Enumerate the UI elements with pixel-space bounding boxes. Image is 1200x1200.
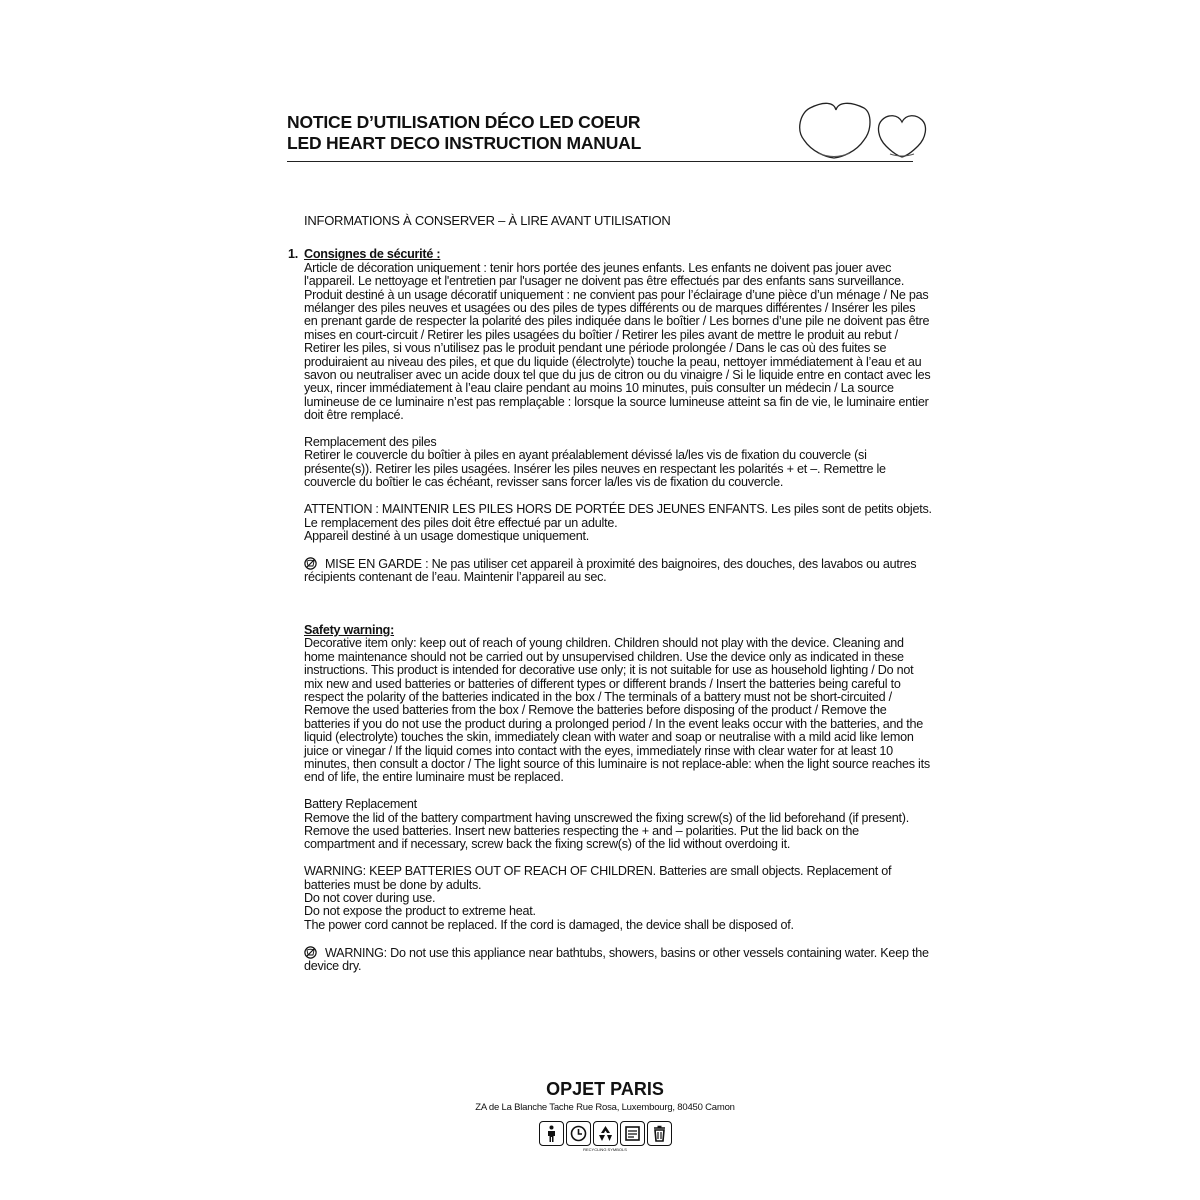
title-french: NOTICE D’UTILISATION DÉCO LED COEUR <box>287 112 641 132</box>
paragraph-battery-en: Remove the lid of the battery compartment having unscrewed the fixing screw(s) of the lid beforehand (if present). Remove the used batteries. Insert new batteries respecting the + and – polarities. Put the lid back on the compartment and if necessary, screw back the fixing screw(s) of the lid without overdoing it. <box>304 810 910 852</box>
paragraph-cover-en: Do not cover during use. <box>304 891 436 905</box>
heart-shape-icon <box>798 100 930 162</box>
document-title <box>287 112 641 154</box>
paragraph-water-warning-fr: MISE EN GARDE : Ne pas utiliser cet appareil à proximité des baignoires, des douches, des lavabos ou autres récipients contenant de l’eau. Maintenir l’appareil au sec. <box>304 556 917 585</box>
bin-icon <box>647 1121 672 1146</box>
recycling-logos <box>440 1121 770 1146</box>
paragraph-safety-fr: Article de décoration uniquement : tenir hors portée des jeunes enfants. Les enfants ne doivent pas jouer avec l'appareil. Le nettoyage et l'entretien par l'usager ne doivent pas être effectués par des enfants sans surveillance. Produit destiné à un usage décoratif uniquement : ne convient pas pour l’éclairage d’une pièce d’un ménage / Ne pas mélanger des piles neuves et usagées ou des piles de types différents ou de marques différentes / Insérer les piles en prenant garde de respecter la polarité des piles indiquée dans le boîtier / Les bornes d’une pile ne doivent pas être mises en court-circuit / Retirer les piles usagées du boîtier / Retirer les piles avant de mettre le produit au rebut / Retirer les piles, si vous n’utilisez pas le produit pendant une période prolongée / Dans le cas où des fuites se produiraient au niveau des piles, et que du liquide (électrolyte) touche la peau, nettoyer immédiatement à l’eau et au savon ou neutraliser avec un acide doux tel que du jus de citron ou du vinaigre / Si le liquide entre en contact avec les yeux, rincer immédiatement à l’eau claire pendant au moins 10 minutes, puis consulter un médecin / La source lumineuse de ce luminaire n’est pas remplaçable : lorsque la source lumineuse atteint sa fin de vie, le luminaire entier doit être remplacé. <box>304 260 931 423</box>
subheading-battery-fr: Remplacement des piles <box>304 435 437 450</box>
paragraph-domestic-fr: Appareil destiné à un usage domestique uniquement. <box>304 528 590 543</box>
box-icon <box>620 1121 645 1146</box>
person-trash-icon <box>539 1121 564 1146</box>
intro-notice: INFORMATIONS À CONSERVER – À LIRE AVANT UTILISATION <box>304 213 671 228</box>
footer <box>440 1078 770 1152</box>
paragraph-safety-en: Decorative item only: keep out of reach of young children. Children should not play with the device. Cleaning and home maintenance should not be carried out by unsupervised children. Use the device only as indicated in these instructions. This product is intended for decorative use only; it is not suitable for use as household lighting / Do not mix new and used batteries or batteries of different types or different brands / Insert the batteries being careful to respect the polarity of the batteries indicated in the box / The terminals of a battery must not be short-circuited / Remove the used batteries from the box / Remove the batteries before disposing of the product / Remove the batteries if you do not use the product during a prolonged period / In the event leaks occur with the batteries, and the liquid (electrolyte) touches the skin, immediately clean with water and soap or neutralise with a mild acid like lemon juice or vinegar / If the liquid comes into contact with the eyes, immediately rinse with clear water for at least 10 minutes, then consult a doctor / The light source of this luminaire is not replace-able: when the light source reaches its end of life, the entire luminaire must be replaced. <box>304 636 930 785</box>
section-french <box>288 247 932 585</box>
no-water-icon <box>304 946 321 959</box>
paragraph-battery-fr: Retirer le couvercle du boîtier à piles en ayant préalablement dévissé la/les vis de fixation du couvercle (si présente(s)). Retirer les piles usagées. Insérer les piles neuves en respectant les polarités + et –. Remettre le couvercle du boîtier le cas échéant, revisser sans forcer la/les vis de fixation du couvercle. <box>304 448 886 490</box>
instructions-body <box>288 213 932 974</box>
recycle-icon <box>593 1121 618 1146</box>
paragraph-attention-fr: ATTENTION : MAINTENIR LES PILES HORS DE PORTÉE DES JEUNES ENFANTS. Les piles sont de petits objets. Le remplacement des piles doit être effectué par un adulte. <box>304 502 932 530</box>
title-english: LED HEART DECO INSTRUCTION MANUAL <box>287 133 642 153</box>
clock-icon <box>566 1121 591 1146</box>
header-divider <box>287 161 913 162</box>
brand-address: ZA de La Blanche Tache Rue Rosa, Luxembourg, 80450 Camon <box>475 1102 735 1113</box>
logo-caption: RECYCLING SYMBOLS <box>583 1147 627 1152</box>
brand-name: OPJET PARIS <box>546 1079 664 1099</box>
paragraph-heat-en: Do not expose the product to extreme heat. <box>304 904 536 919</box>
subheading-battery-en: Battery Replacement <box>304 797 417 812</box>
paragraph-water-warning-en: WARNING: Do not use this appliance near bathtubs, showers, basins or other vessels containing water. Keep the device dry. <box>304 945 929 974</box>
section-number: 1. <box>288 247 299 262</box>
section-heading-fr: Consignes de sécurité : <box>304 247 441 262</box>
section-heading-en: Safety warning: <box>304 622 395 637</box>
paragraph-warning-en: WARNING: KEEP BATTERIES OUT OF REACH OF CHILDREN. Batteries are small objects. Replacement of batteries must be done by adults. <box>304 864 892 892</box>
no-water-icon <box>304 557 321 570</box>
section-english <box>304 624 932 974</box>
paragraph-cord-en: The power cord cannot be replaced. If the cord is damaged, the device shall be disposed of. <box>304 917 794 932</box>
